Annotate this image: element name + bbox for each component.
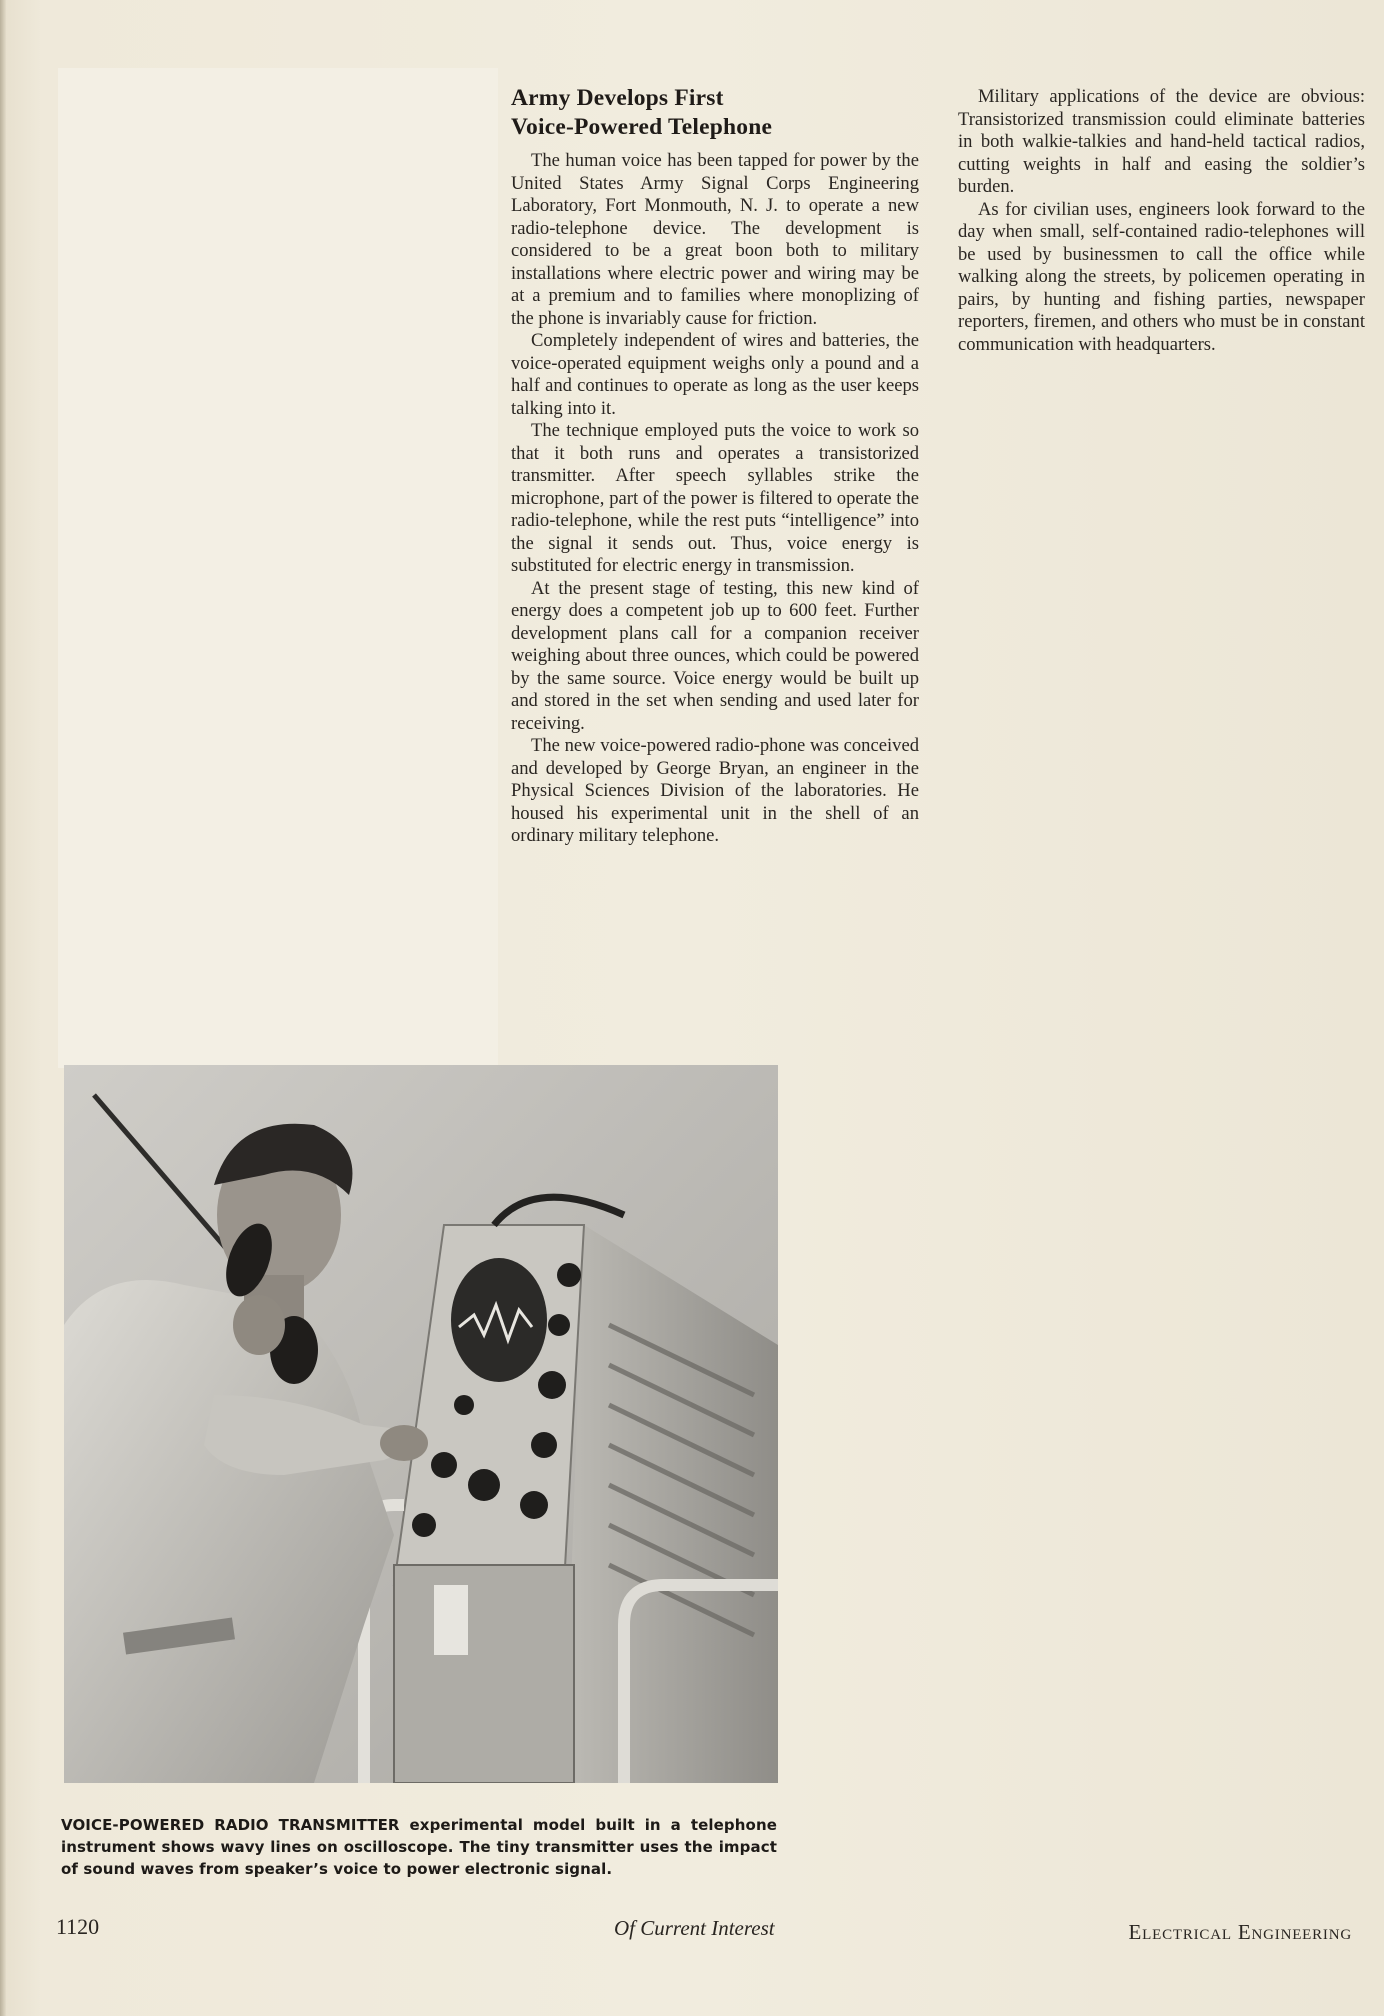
article-paragraph: At the present stage of testing, this new kind of energy does a competent job up to 600 feet. Further development plans call for a companion receiver weighing about three ounces, which could be powered by the same source. Voice energy would be built up and stored in the set when sending and used later for receiving. bbox=[511, 577, 919, 734]
article-headline bbox=[511, 84, 919, 142]
lower-chassis bbox=[394, 1565, 574, 1783]
article-paragraph: Completely independent of wires and batteries, the voice-operated equipment weighs only a pound and a half and continues to operate as long as the user keeps talking into it. bbox=[511, 330, 919, 419]
article-paragraph: The new voice-powered radio-phone was conceived and developed by George Bryan, an engineer in the Physical Sciences Division of the laboratories. He housed his experimental unit in the shell of an ordinary military telephone. bbox=[511, 735, 919, 846]
blank-area bbox=[58, 68, 498, 1068]
article-column-middle bbox=[511, 84, 919, 848]
photo-illustration bbox=[64, 1065, 778, 1783]
section-title: Of Current Interest bbox=[614, 1916, 775, 1940]
headline-line-1: Army Develops First bbox=[511, 85, 724, 111]
man-hand-knob bbox=[380, 1425, 428, 1461]
journal-name: Electrical Engineering bbox=[1128, 1920, 1352, 1944]
page-number: 1120 bbox=[56, 1914, 100, 1939]
man-hand-phone bbox=[233, 1295, 285, 1355]
headline-line-2: Voice-Powered Telephone bbox=[511, 114, 773, 140]
article-paragraph: The human voice has been tapped for power by the United States Army Signal Corps Engineering Laboratory, Fort Monmouth, N. J. to operate a new radio-telephone device. The development is considered to be a great boon both to military installations where electric power and wiring may be at a premium and to families where monoplizing of the phone is invariably cause for friction. bbox=[511, 150, 919, 329]
page-footer bbox=[0, 1914, 1384, 1954]
article-paragraph: Military applications of the device are obvious: Transistorized transmission could eliminate batteries in both walkie-talkies and hand-held tactical radios, cutting weights in half and easing the soldier’s burden. bbox=[958, 86, 1365, 197]
photo-caption: VOICE-POWERED RADIO TRANSMITTER experimental model built in a telephone instrument shows wavy lines on oscilloscope. The tiny transmitter uses the impact of sound waves from speaker’s voice to power electronic signal. bbox=[61, 1816, 777, 1878]
article-paragraph: As for civilian uses, engineers look forward to the day when small, self-contained radio-telephones will be used by businessmen to call the office while walking along the streets, by policemen operating in pairs, by hunting and fishing parties, newspaper reporters, firemen, and others who must be in constant communication with headquarters. bbox=[958, 198, 1365, 355]
photo-man-with-transmitter bbox=[64, 1065, 778, 1783]
article-paragraph: The technique employed puts the voice to work so that it both runs and operates a transistorized transmitter. After speech syllables strike the microphone, part of the power is filtered to operate the radio-telephone, while the rest puts “intelligence” into the signal it sends out. Thus, voice energy is substituted for electric energy in transmission. bbox=[511, 420, 919, 576]
page-binding-edge bbox=[0, 0, 6, 2016]
label-plate bbox=[434, 1585, 468, 1655]
article-column-right bbox=[958, 86, 1365, 356]
